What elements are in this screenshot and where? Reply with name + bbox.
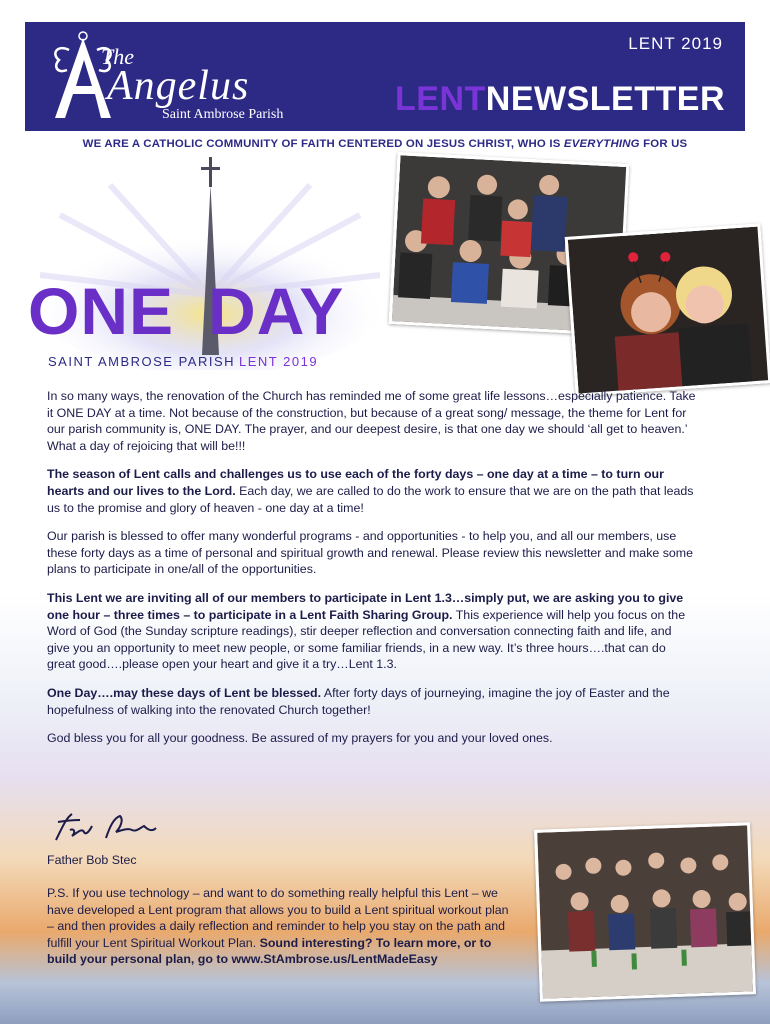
logo-angelus: Angelus	[107, 63, 250, 109]
letter-paragraph	[47, 466, 697, 516]
letter-text: Each day, we are called to do the work to ensure that we are on the path that leads us to the promise and glory of heaven - one day at a time!	[47, 483, 694, 515]
newsletter-title	[395, 80, 725, 119]
logo-parish: Saint Ambrose Parish	[162, 107, 284, 122]
letter-bold: One Day….may these days of Lent be blessed.	[47, 685, 322, 700]
one-day-heading	[28, 274, 345, 348]
tagline-emphasis: EVERYTHING	[563, 138, 640, 150]
signer-name: Father Bob Stec	[47, 853, 137, 867]
faith-group-photo	[534, 822, 756, 1001]
letter-paragraph: God bless you for all your goodness. Be assured of my prayers for you and your loved ones.	[47, 731, 553, 746]
logo-the: The	[101, 44, 134, 69]
one-day-one: ONE	[28, 274, 175, 348]
theme-subtitle	[48, 354, 318, 369]
letter-paragraph: In so many ways, the renovation of the Church has reminded me of some great life lessons…especially patience. Take it ONE DAY at a time. Not because of the construction, but because of a great song/ message, the theme for Lent for our parish community is, ONE DAY. The prayer, and our deepest desire, is that one day we should ‘all get to heaven.’ What a day of rejoicing that will be!!!	[47, 389, 696, 453]
one-day-day: DAY	[208, 274, 345, 348]
letter-text: This experience will help you focus on the Word of God (the Sunday scripture readings), stir deeper reflection and conversation connecting faith and life, and give you an opportunity to meet new people, or some familiar friends, in a new way. It’s three hours….that can do great good….please open your heart and give it a try…Lent 1.3.	[47, 607, 686, 672]
letter-paragraph	[47, 590, 697, 673]
letter-text: After forty days of journeying, imagine the joy of Easter and the hopefulness of walking into the renovated Church together!	[47, 685, 670, 717]
postscript	[47, 885, 517, 968]
theme-parish: SAINT AMBROSE PARISH	[48, 354, 236, 369]
theme-season: LENT 2019	[239, 354, 319, 369]
title-newsletter: NEWSLETTER	[485, 80, 725, 118]
letter-bold: The season of Lent calls and challenges us to use each of the forty days – one day at a time – to turn our hearts and our lives to the Lord.	[47, 467, 664, 498]
angelus-logo	[37, 28, 327, 128]
letter-bold: This Lent we are inviting all of our members to participate in Lent 1.3…simply put, we are asking you to give one hour – three times – to participate in a Lent Faith Sharing Group.	[47, 590, 684, 622]
ps-text: P.S. If you use technology – and want to do something really helpful this Lent – we have developed a Lent program that allows you to build a Lent spiritual workout plan – and then provides a daily reflection and reminder to help you stay on the path and fulfill your Lent Spiritual Workout Plan.	[47, 886, 509, 950]
title-lent: LENT	[395, 80, 486, 118]
letter-paragraph: Our parish is blessed to offer many wonderful programs - and opportunities - to help you, and all our members, use these forty days as a time of personal and spiritual growth and renewal. Please review this newsletter and make some plans to participate in one/all of the opportunities.	[47, 529, 694, 577]
tagline-before: WE ARE A CATHOLIC COMMUNITY OF FAITH CENTERED ON JESUS CHRIST, WHO IS	[82, 138, 564, 150]
letter-paragraph	[47, 685, 697, 718]
tagline-after: FOR US	[639, 138, 688, 150]
handwritten-signature	[50, 810, 160, 846]
issue-label: LENT 2019	[628, 34, 723, 53]
couple-photo	[565, 223, 770, 396]
header-banner	[25, 22, 745, 131]
mission-tagline	[0, 138, 770, 150]
ps-call-to-action: Sound interesting? To learn more, or to build your personal plan, go to www.StAmbrose.us/LentMadeEasy	[47, 935, 492, 967]
pastor-letter	[47, 388, 697, 759]
